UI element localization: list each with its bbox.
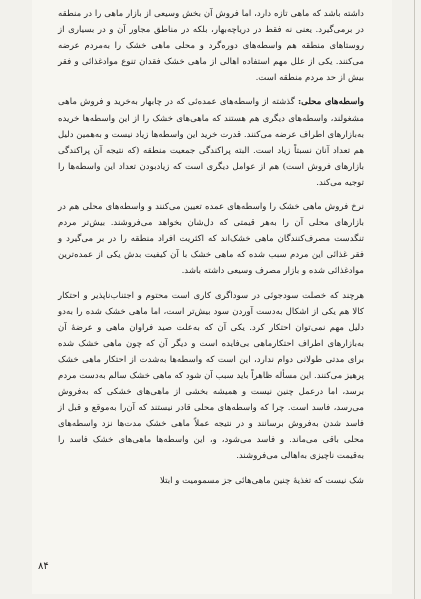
page-number: ۸۴ (38, 561, 49, 572)
page-edge-line (414, 0, 415, 599)
paragraph-2-body: گذشته از واسطه‌های عمده‌ئی که در چابهار به‌خرید و فروش ماهی مشغولند، واسطه‌های دیگری هم هستند که ماهی‌های خشک را از این واسطه‌ها خریده به‌بازارهای اطراف عرضه می‌کنند. قدرت خرید این واسطه‌ها زیاد نیست و به‌همین دلیل هم تعداد آنان نسبتاً زیاد است. البته پراکندگی جمعیت منطقه (که نتیجه آن پراکندگی بازارهای فروش است) هم از عوامل دیگری است که زیادبودن تعداد این واسطه‌ها را توجیه می‌کند. (58, 97, 364, 188)
paragraph-4: هرچند که خصلت سودجوئی در سوداگری کاری است محتوم و اجتناب‌ناپذیر و احتکار کالا هم یکی از اشکال به‌دست آوردن سود بیش‌تر است، اما ماهی خشک شده را به‌دو دلیل مهم نمی‌توان احتکار کرد. یکی آن که به‌علت صید فراوان ماهی و عرضهٔ آن به‌بازارهای اطراف احتکارماهی بی‌فایده است و دیگر آن که چون ماهی خشک شده برای مدتی طولانی دوام ندارد، این است که واسطه‌ها به‌شدت از احتکار ماهی خشک پرهیز می‌کنند. این مسأله ظاهراً باید سبب آن شود که ماهی خشک سالم به‌دست مردم برسد، اما درعمل چنین نیست و همیشه بخشی از ماهی‌های خشکی که به‌فروش می‌رسد، فاسد است. چرا که واسطه‌های محلی قادر نیستند که آن‌را به‌موقع و قبل از فاسد شدن به‌فروش برسانند و در نتیجه عملاً ماهی خشک مدت‌ها نزد واسطه‌های محلی باقی می‌ماند. و فاسد می‌شود، و، این واسطه‌ها ماهی‌های خشک فاسد را به‌قیمت ناچیزی به‌اهالی می‌فروشند. (58, 290, 364, 462)
paragraph-heading-local-middlemen: واسطه‌های محلی: (298, 97, 364, 108)
paragraph-5: شک نیست که تغذیهٔ چنین ماهی‌هائی جز مسمومیت و ابتلا (160, 475, 364, 486)
body-text (58, 6, 364, 489)
paragraph-3: نرخ فروش ماهی خشک را واسطه‌های عمده تعیین می‌کنند و واسطه‌های محلی هم در بازارهای محلی آن را به‌هر قیمتی که دل‌شان بخواهد می‌فروشند. بیش‌تر مردم تنگدست مصرف‌کنندگان ماهی خشک‌اند که اکثریت افراد منطقه را در بر می‌گیرد و فقر غذائی این مردم سبب شده که ماهی خشک با آن کیفیت بدش یکی از عمده‌ترین مواد‌غذائی شده و بازار مصرف وسیعی داشته باشد. (58, 202, 364, 277)
paragraph-2 (58, 94, 364, 191)
paragraph-1: داشته باشد که ماهی تازه دارد، اما فروش آن بخش وسیعی از بازار ماهی را در منطقه در برمی‌گیرد. یعنی نه فقط در دریاچه‌بهار، بلکه در مناطق مجاور آن و در بسیاری از روستاهای منطقه هم واسطه‌های دوره‌گرد و محلی ماهی خشک را به‌مردم عرضه می‌کنند. یکی از علل مهم استفاده اهالی از ماهی خشک فقدان تنوع مواد‌غذائی و فقر بیش از حد مردم منطقه است. (58, 9, 364, 84)
